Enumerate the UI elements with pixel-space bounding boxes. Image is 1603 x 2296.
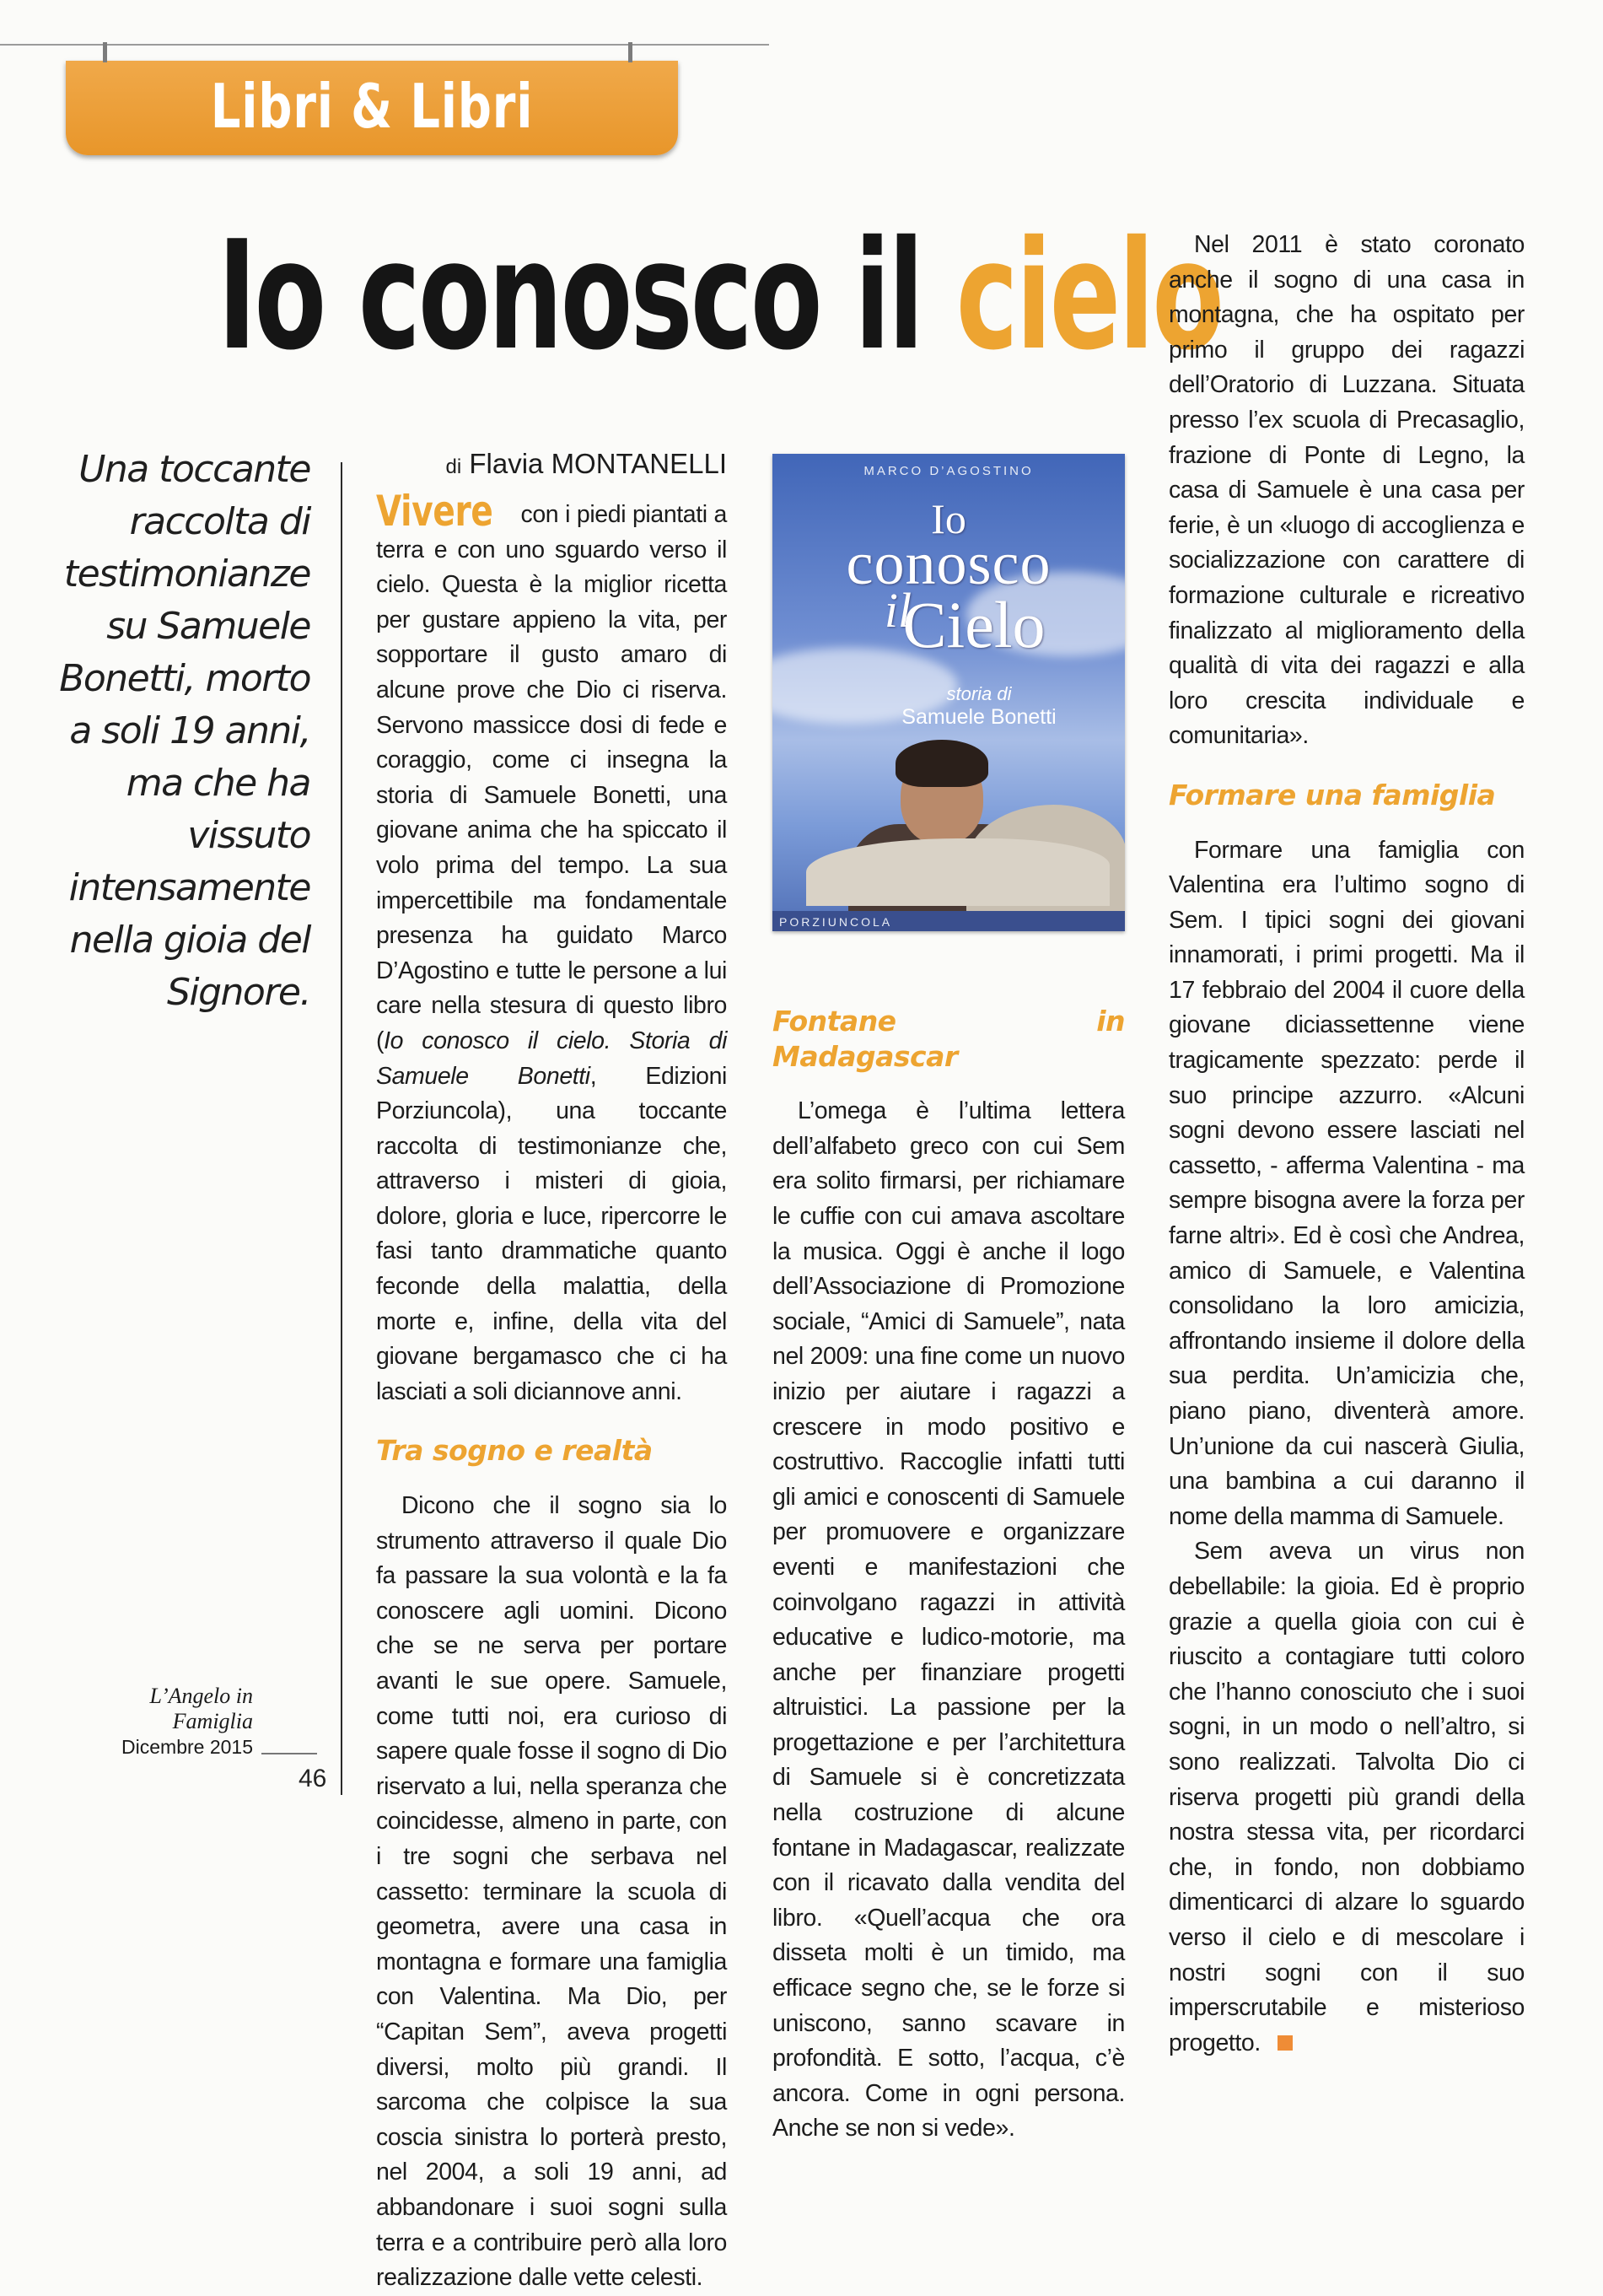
paragraph-6-text: Sem aveva un virus non debellabile: la gioia. Ed è proprio grazie a quella gioia con cui è riuscito a contagiare tutti coloro che l’hanno conosciuto che i suoi sogni, in un modo o nell’altro, si sono realizzati. Talvolta Dio ci riserva progetti più grandi della nostra stessa vita, per ricordarci che, in fondo, non dobbiamo dimenticarci di alzare lo sguardo verso il cielo e di mescolare i nostri sogni con il suo imperscrutabile e misterioso progetto.	[1169, 1538, 1525, 2056]
end-mark-icon	[1278, 2035, 1293, 2051]
book-reference: Io conosco il cielo. Storia di Samuele Bonetti	[376, 1027, 727, 1090]
person-hair	[896, 740, 988, 787]
byline	[376, 439, 727, 493]
issue-date: Dicembre 2015	[121, 1736, 253, 1758]
page-number: 46	[299, 1765, 327, 1792]
section-banner	[66, 61, 678, 155]
subheading-3: Formare una famiglia	[1169, 778, 1496, 811]
book-subtitle	[882, 683, 1076, 730]
book-author: MARCO D’AGOSTINO	[863, 464, 1034, 478]
section-title: Libri & Libri	[210, 71, 534, 142]
headline-accent: cielo	[955, 208, 1223, 383]
book-cover-image	[772, 454, 1125, 931]
standfirst: Una toccante raccolta di testimonianze su Samuele Bonetti, morto a soli 19 anni, ma che ha vissuto intensamente nella gioia del Signore.	[59, 448, 310, 1014]
intro-text-end: , Edizioni Porziuncola), una toccante raccolta di testimonianze che, attraverso i misteri di gioia, dolore, gloria e luce, ripercorre le fasi tanto drammatiche quanto feconde della malattia, della morte e, infine, della vita del giovane bergamasco che ci ha lasciati a soli diciannove anni.	[376, 1062, 727, 1405]
column-divider	[341, 462, 342, 1795]
intro-text: con i piedi piantati a terra e con uno sguardo verso il cielo. Questa è la miglior ricetta per gustare appieno la vita, per sopportare il gusto amaro di alcune prove che Dio ci riserva. Servono massicce dosi di fede e coraggio, come ci insegna la storia di Samuele Bonetti, una giovane anima che ha spiccato il volo prima del tempo. La sua impercettibile ma fondamentale presenza ha guidato Marco D’Agostino e tutte le persone a lui care nella stesura di questo libro (	[376, 501, 727, 1054]
intro-word: Vivere	[376, 487, 493, 536]
subheading-1: Tra sogno e realtà	[376, 1434, 653, 1468]
top-rule	[0, 44, 769, 46]
article-column-2	[772, 977, 1125, 2147]
byline-author: Flavia MONTANELLI	[469, 448, 727, 479]
paragraph-6	[1169, 1534, 1525, 2061]
paragraph-5: Formare una famiglia con Valentina era l’ultimo sogno di Sem. I tipici sogni dei giovani innamorati, i primi progetti. Ma il 17 febbraio del 2004 il cuore della giovane diciassettenne viene tragicamente spezzato: perde il suo principe azzurro. «Alcuni sogni devono essere lasciati nel cassetto, - afferma Valentina - ma sempre bisogna avere la forza per farne altri». Ed è così che Andrea, amico di Samuele, e Valentina consolidano la loro amicizia, affrontando insieme il dolore della sua perdita. Un’amicizia che, piano piano, diventerà amore. Un’unione da cui nascerà Giulia, una bambina a cui daranno il nome della mamma di Samuele.	[1169, 836, 1525, 1530]
subheading-2: Fontane in Madagascar	[772, 1005, 1125, 1073]
banner-hook-right	[628, 42, 632, 62]
page-credit	[94, 1684, 253, 1760]
byline-prefix: di	[445, 455, 462, 478]
article-headline	[218, 208, 1223, 383]
paragraph-3: L’omega è l’ultima lettera dell’alfabeto greco con cui Sem era solito firmarsi, per richiamare le cuffie con cui amava ascoltare la musica. Oggi è anche il logo dell’Associazione di Promozione sociale, “Amici di Samuele”, nata nel 2009: una fine come un nuovo inizio per aiutare i ragazzi a crescere in modo positivo e costruttivo. Raccoglie infatti tutti gli amici e conoscenti di Samuele per promuovere e organizzare eventi e manifestazioni che coinvolgano ragazzi in attività educative e ludico-motorie, ma anche per finanziare progetti altruistici. La passione per la progettazione e per l’architettura di Samuele si è concretizzata nella costruzione di alcune fontane in Madagascar, realizzate con il ricavato dalla vendita del libro. «Quell’acqua che ora disseta molti è un timido, ma efficace segno che, se le forze si uniscono, sanno scavare in profondità. E sotto, l’acqua, c’è ancora. Come in ogni persona. Anche se non si vede».	[772, 1097, 1125, 2142]
book-publisher: PORZIUNCOLA	[779, 915, 893, 929]
book-title-4: Cielo	[902, 588, 1046, 661]
headline-main: Io conosco il	[218, 208, 956, 383]
book-title-1: Io	[931, 495, 966, 542]
credit-rule	[261, 1753, 317, 1754]
book-story-name: Samuele Bonetti	[901, 705, 1057, 729]
publication-name: L’Angelo in Famiglia	[149, 1684, 253, 1733]
paragraph-2: Dicono che il sogno sia lo strumento attraverso il quale Dio fa passare la sua volontà e la fa conoscere agli uomini. Dicono che se ne serva per portare avanti le sue opere. Samuele, come tutti noi, era curioso di sapere quale fosse il sogno di Dio riservato a lui, nella speranza che coincidesse, almeno in parte, con i tre sogni che serbava nel cassetto: terminare la scuola di geometra, avere una casa in montagna e formare una famiglia con Valentina. Ma Dio, per “Capitan Sem”, aveva progetti diversi, molto più grandi. Il sarcoma che colpisce la sua coscia sinistra lo porterà presto, nel 2004, a soli 19 anni, ad abbandonare i suoi sogni sulla terra e a contribuire però alla loro realizzazione dalle vette celesti.	[376, 1492, 727, 2292]
book-title-3: il	[884, 583, 912, 638]
book-title-2: conosco	[846, 530, 1052, 597]
book-story-label: storia di	[946, 683, 1012, 704]
article-column-1	[376, 439, 727, 2296]
paragraph-4: Nel 2011 è stato coronato anche il sogno di una casa in montagna, che ha ospitato per primo il gruppo dei ragazzi dell’Oratorio di Luzzana. Situata presso l’ex scuola di Precasaglio, frazione di Ponte di Legno, la casa di Samuele è una casa per ferie, è un «luogo di accoglienza e socializzazione con carattere di formazione culturale e ricreativo finalizzato al miglioramento della qualità di vita dei ragazzi e alla loro crescita individuale e comunitaria».	[1169, 231, 1525, 750]
banner-hook-left	[103, 42, 107, 62]
article-column-3	[1169, 228, 1525, 2061]
cover-rock	[806, 838, 1110, 906]
paragraph-intro	[376, 487, 727, 1409]
